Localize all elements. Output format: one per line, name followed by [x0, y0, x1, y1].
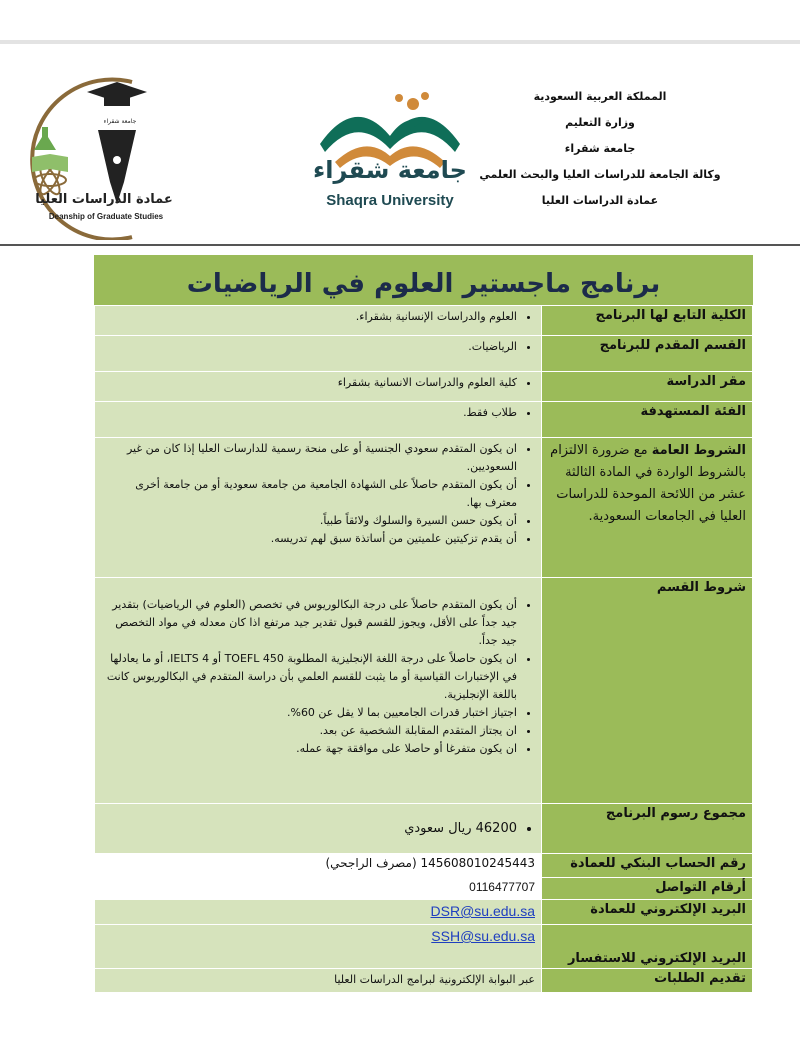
table-row: [95, 372, 753, 402]
header-line-kingdom: المملكة العربية السعودية: [533, 90, 667, 103]
list-item: • الرياضيات.: [101, 338, 517, 356]
row-label: الفئة المستهدفة: [542, 402, 753, 438]
row-label: [542, 438, 753, 578]
deanship-logo-english: Deanship of Graduate Studies: [48, 212, 164, 221]
row-value: [95, 306, 542, 336]
graduation-cap-icon: [87, 82, 147, 106]
header-line-ministry: وزارة التعليم: [565, 116, 635, 129]
list-item: • طلاب فقط.: [101, 404, 517, 422]
shaqra-university-logo: [295, 74, 485, 234]
list-item: • أن يكون حسن السيرة والسلوك ولائقاً طبياً.: [101, 512, 517, 530]
table-row: [95, 900, 753, 925]
row-label: شروط القسم: [542, 578, 753, 804]
table-row: [95, 402, 753, 438]
row-value: [95, 804, 542, 854]
general-conditions-heading: الشروط العامة: [651, 443, 746, 458]
deanship-email-label: البريد الإلكتروني للعمادة: [542, 900, 753, 925]
row-value: [95, 372, 542, 402]
table-row: [95, 578, 753, 804]
table-row: [95, 336, 753, 372]
row-label: مجموع رسوم البرنامج: [542, 804, 753, 854]
row-label: الكلية التابع لها البرنامج: [542, 306, 753, 336]
row-value: [95, 438, 542, 578]
row-value: [95, 578, 542, 804]
table-row: [95, 804, 753, 854]
list-item: • أن يكون المتقدم حاصلاً على درجة البكالوريوس في تخصص (العلوم في الرياضيات) بتقدير جيد جداً على الأقل، ويجوز للقسم قبول تقدير جيد مرتفع اذا كان معدله في مواد التخصص جيد جداً.: [101, 596, 517, 650]
deanship-email-link[interactable]: DSR@su.edu.sa: [430, 903, 535, 919]
list-item: • ان يكون المتقدم سعودي الجنسية أو على منحة رسمية للدارسات العليا إذا كان من غير السعوديين.: [101, 440, 517, 476]
row-value: [95, 336, 542, 372]
table-row: [95, 878, 753, 900]
inquiry-email-label: البريد الإلكتروني للاستفسار: [542, 925, 753, 969]
bank-account-value: 145608010245443 (مصرف الراجحي): [95, 854, 542, 878]
header-line-university: جامعة شقراء: [564, 142, 636, 155]
header-line-vice-rectorate: وكالة الجامعة للدراسات العليا والبحث العلمي: [479, 168, 721, 181]
list-item: • أن يكون المتقدم حاصلاً على الشهادة الجامعية من جامعة سعودية أو من جامعة أخرى معترف بها.: [101, 476, 517, 512]
list-item: • العلوم والدراسات الإنسانية بشقراء.: [101, 308, 517, 326]
program-sheet: [94, 255, 753, 993]
program-details-table: [94, 305, 753, 993]
header-separator: [0, 244, 800, 246]
list-item: • ان يكون متفرغا أو حاصلا على موافقة جهة عمله.: [101, 740, 517, 758]
list-item: • ان يجتاز المتقدم المقابلة الشخصية عن بعد.: [101, 722, 517, 740]
phone-label: أرقام التواصل: [542, 878, 753, 900]
header-line-deanship: عمادة الدراسات العليا: [541, 194, 659, 207]
ministry-header-text: [470, 84, 730, 214]
list-item: • أن يقدم تزكيتين علميتين من أساتذة سبق لهم تدريسه.: [101, 530, 517, 548]
table-row: [95, 438, 753, 578]
row-value: [95, 402, 542, 438]
deanship-email-cell: [95, 900, 542, 925]
bank-account-label: رقم الحساب البنكي للعمادة: [542, 854, 753, 878]
row-label: مقر الدراسة: [542, 372, 753, 402]
deanship-logo-university-arabic: جامعة شقراء: [103, 118, 137, 125]
table-row: [95, 969, 753, 993]
table-row: [95, 925, 753, 969]
university-logo-english: Shaqra University: [326, 192, 454, 209]
university-logo-arabic: جامعة شقراء: [313, 156, 467, 184]
deanship-logo: [12, 62, 172, 240]
applications-label: تقديم الطلبات: [542, 969, 753, 993]
program-title: برنامج ماجستير العلوم في الرياضيات: [94, 255, 753, 305]
letterhead: [0, 44, 800, 244]
list-item: • ان يكون حاصلاً على درجة اللغة الإنجليزية المطلوبة TOEFL 450 أو IELTS 4، أو ما يعادلها في الإختبارات القياسية أو ما يثبت للقسم العلمي بأن دراسة المتقدم في البكالوريوس كانت باللغة الإنجليزية.: [101, 650, 517, 704]
applications-value: عبر البوابة الإلكترونية لبرامج الدراسات العليا: [95, 969, 542, 993]
row-label: القسم المقدم للبرنامج: [542, 336, 753, 372]
list-item: • كلية العلوم والدراسات الانسانية بشقراء: [101, 374, 517, 392]
list-item: • اجتياز اختبار قدرات الجامعيين بما لا يقل عن 60%.: [101, 704, 517, 722]
table-row: [95, 306, 753, 336]
list-item: • 46200 ريال سعودي: [101, 820, 517, 838]
inquiry-email-cell: [95, 925, 542, 969]
general-conditions-note: مع ضرورة الالتزام بالشروط الواردة في المادة الثالثة عشر من اللائحة الموحدة للدراسات العليا في الجامعات السعودية.: [550, 443, 746, 524]
inquiry-email-link[interactable]: SSH@su.edu.sa: [431, 928, 535, 944]
deanship-logo-arabic: عمادة الدراسات العليا: [35, 192, 173, 207]
phone-value: 0116477707: [95, 878, 542, 900]
table-row: [95, 854, 753, 878]
